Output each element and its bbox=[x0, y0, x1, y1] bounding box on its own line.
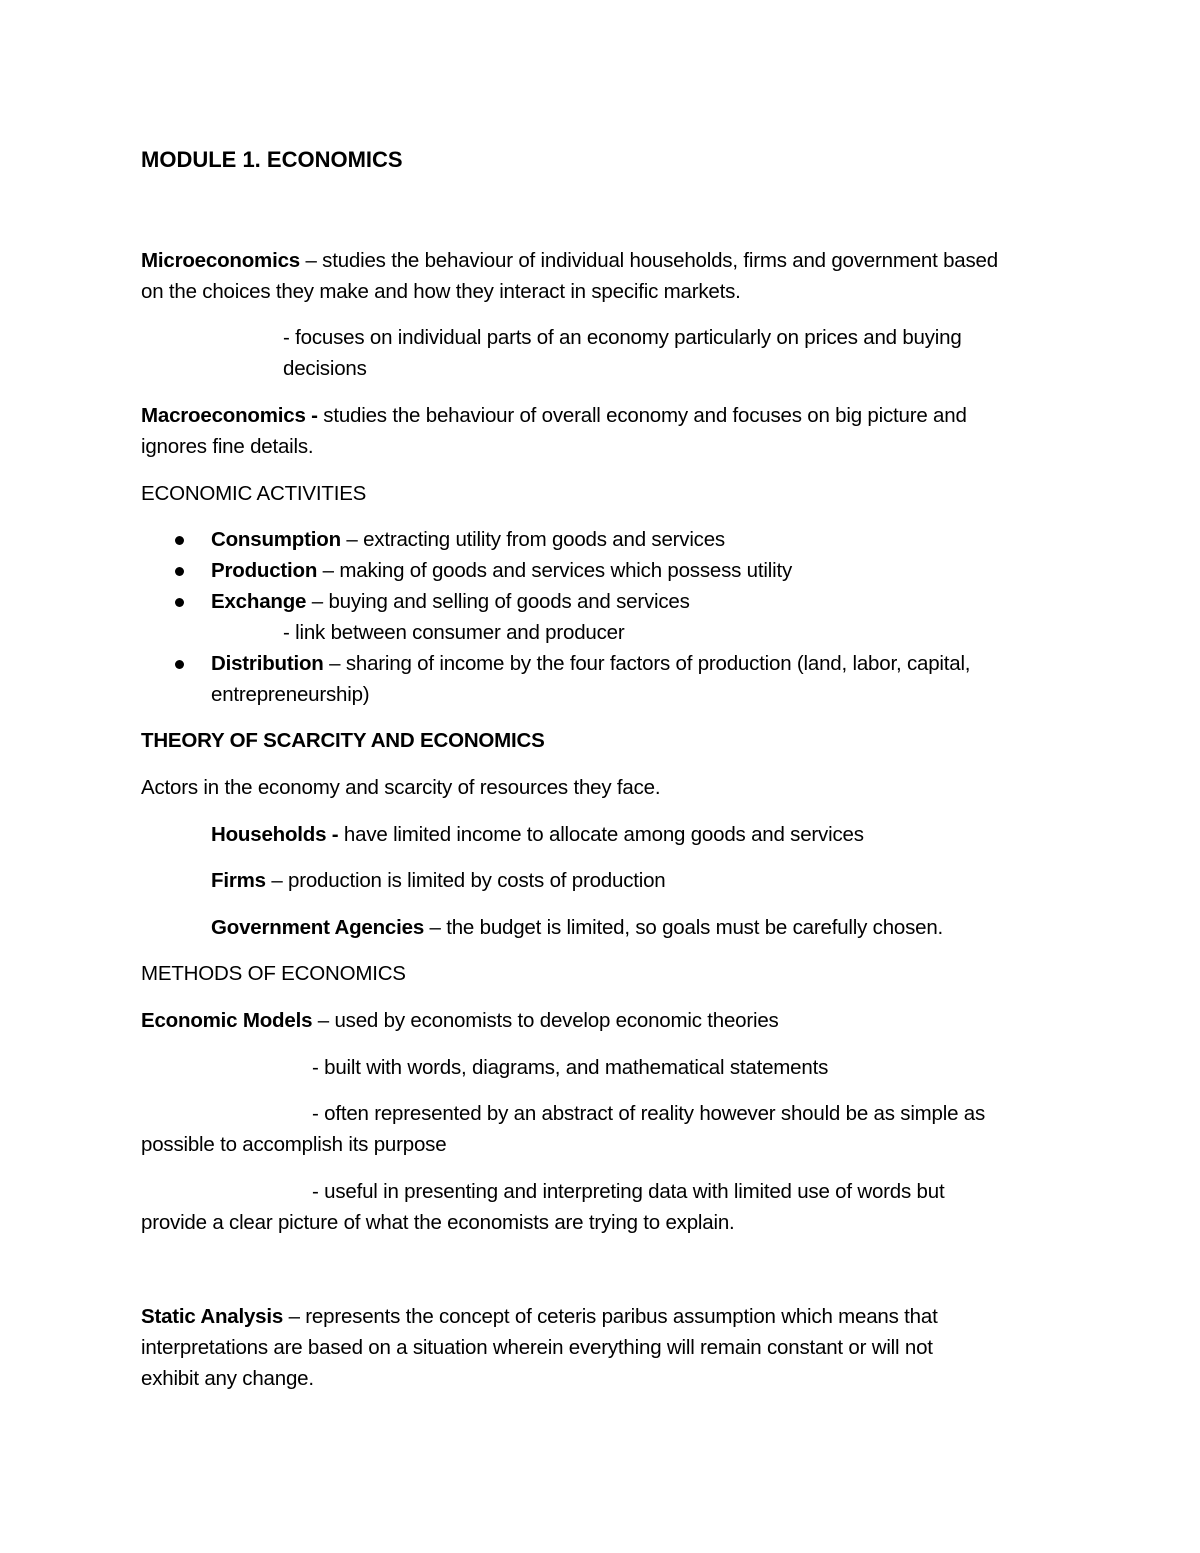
activity-text: – making of goods and services which possess utility bbox=[317, 559, 792, 582]
activity-term: Distribution bbox=[211, 652, 324, 675]
models-text: – used by economists to develop economic theories bbox=[312, 1009, 779, 1032]
models-point-1: - built with words, diagrams, and mathematical statements bbox=[312, 1056, 829, 1079]
bullet-icon bbox=[175, 567, 184, 576]
bullet-icon bbox=[175, 660, 184, 669]
page-title: MODULE 1. ECONOMICS bbox=[141, 147, 403, 172]
activity-text: – extracting utility from goods and services bbox=[340, 528, 725, 551]
actor-text: have limited income to allocate among goods and services bbox=[338, 823, 864, 846]
macro-text-1: studies the behaviour of overall economy and focuses on big picture and bbox=[323, 404, 967, 427]
actor-term: Firms bbox=[211, 869, 266, 892]
activity-term: Exchange bbox=[211, 590, 307, 613]
actor-firms bbox=[211, 867, 666, 895]
activities-heading: ECONOMIC ACTIVITIES bbox=[141, 482, 367, 505]
activity-sub-exchange: - link between consumer and producer bbox=[283, 621, 625, 644]
activity-term: Production bbox=[211, 559, 318, 582]
static-term: Static Analysis bbox=[141, 1305, 284, 1328]
micro-sub-line-2: decisions bbox=[283, 357, 367, 380]
actor-term: Households - bbox=[211, 823, 339, 846]
actor-text: – production is limited by costs of production bbox=[265, 869, 666, 892]
scarcity-heading: THEORY OF SCARCITY AND ECONOMICS bbox=[141, 729, 545, 752]
static-analysis-line-3: exhibit any change. bbox=[141, 1367, 314, 1390]
micro-term: Microeconomics bbox=[141, 249, 300, 272]
activity-item-production bbox=[211, 557, 792, 585]
models-term: Economic Models bbox=[141, 1009, 313, 1032]
micro-definition-line-2: on the choices they make and how they interact in specific markets. bbox=[141, 280, 741, 303]
actor-households bbox=[211, 821, 864, 849]
models-point-2-line-1: - often represented by an abstract of reality however should be as simple as bbox=[312, 1102, 986, 1125]
models-point-2-line-2: possible to accomplish its purpose bbox=[141, 1133, 447, 1156]
static-analysis-line-1 bbox=[141, 1303, 938, 1331]
bullet-icon bbox=[175, 536, 184, 545]
static-analysis-line-2: interpretations are based on a situation wherein everything will remain constant or will not bbox=[141, 1336, 933, 1359]
static-text-1: – represents the concept of ceteris paribus assumption which means that bbox=[283, 1305, 938, 1328]
models-point-3-line-2: provide a clear picture of what the economists are trying to explain. bbox=[141, 1211, 735, 1234]
macro-term: Macroeconomics - bbox=[141, 404, 324, 427]
activity-text: – buying and selling of goods and services bbox=[306, 590, 690, 613]
economic-models-line bbox=[141, 1007, 779, 1035]
activity-item-consumption bbox=[211, 526, 725, 554]
macro-definition-line-1 bbox=[141, 402, 967, 430]
bullet-icon bbox=[175, 598, 184, 607]
activity-item-distribution bbox=[211, 650, 970, 678]
activity-cont-distribution: entrepreneurship) bbox=[211, 683, 370, 706]
actor-term: Government Agencies bbox=[211, 916, 425, 939]
micro-definition-line-1 bbox=[141, 247, 998, 275]
activity-term: Consumption bbox=[211, 528, 341, 551]
models-point-3-line-1: - useful in presenting and interpreting data with limited use of words but bbox=[312, 1180, 945, 1203]
actor-government bbox=[211, 914, 943, 942]
micro-text-1: – studies the behaviour of individual households, firms and government based bbox=[299, 249, 998, 272]
micro-sub-line-1: - focuses on individual parts of an economy particularly on prices and buying bbox=[283, 326, 962, 349]
macro-definition-line-2: ignores fine details. bbox=[141, 435, 314, 458]
activity-item-exchange bbox=[211, 588, 690, 616]
actor-text: – the budget is limited, so goals must be carefully chosen. bbox=[424, 916, 944, 939]
activity-text: – sharing of income by the four factors of production (land, labor, capital, bbox=[323, 652, 971, 675]
scarcity-intro: Actors in the economy and scarcity of resources they face. bbox=[141, 776, 661, 799]
methods-heading: METHODS OF ECONOMICS bbox=[141, 962, 406, 985]
